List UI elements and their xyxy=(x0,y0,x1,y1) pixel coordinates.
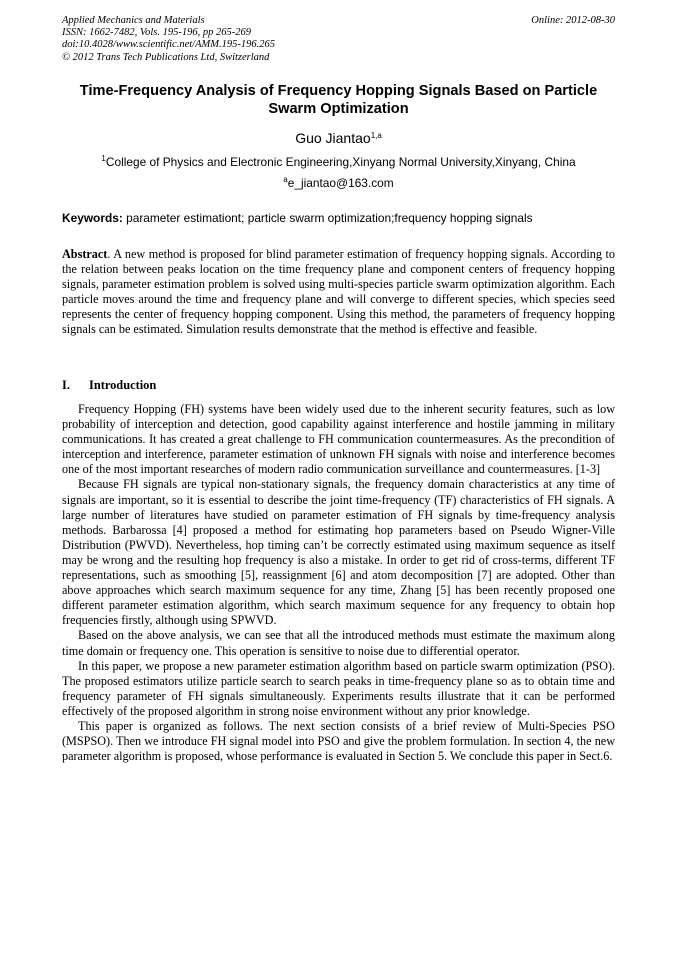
section-heading xyxy=(62,377,156,393)
doi-line: doi:10.4028/www.scientific.net/AMM.195-196.265 xyxy=(62,39,275,51)
introduction-body xyxy=(62,402,615,764)
paragraph: Based on the above analysis, we can see that all the introduced methods must estimate the maximum along time domain or frequency one. This operation is sensitive to noise due to differential operator. xyxy=(62,628,615,658)
paragraph: In this paper, we propose a new parameter estimation algorithm based on particle swarm optimization (PSO). The proposed estimators utilize particle search to search peaks in time-frequency plane so as to obtain time and frequency parameter of FH signals simultaneously. Experiments results illustrate that it can be performed effectively of the proposed algorithm in strong noise environment without any prior knowledge. xyxy=(62,658,615,718)
abstract-label: Abstract xyxy=(62,247,108,261)
keywords-line xyxy=(62,210,615,226)
journal-name: Applied Mechanics and Materials xyxy=(62,15,205,26)
section-title: Introduction xyxy=(89,378,157,392)
running-header-left xyxy=(62,15,275,64)
email-line xyxy=(62,175,615,191)
keywords-text: parameter estimationt; particle swarm optimization;frequency hopping signals xyxy=(122,211,533,225)
affiliation-line xyxy=(62,154,615,170)
paragraph: Because FH signals are typical non-stationary signals, the frequency domain characteristics at any time of signals are important, so it is essential to describe the joint time-frequency (TF) characteristics of FH signals. A large number of literatures have studied on parameter estimation of FH signals by time-frequency analysis methods. Barbarossa [4] proposed a method for estimating hop parameters based on Pseudo Wigner-Ville Distribution (PWVD). Nevertheless, hop timing can’t be correctly estimated using maximum sequence as itself may be wrong and the resulting hop frequency is also a mistake. In order to get rid of cross-terms, different TF representations, such as smoothing [5], reassignment [6] and atom decomposition [7] are adopted. Other than above approaches which search maximum sequence for any time, Zhang [5] has been recently proposed one different parameter estimation algorithm, which search maximum sequence for any frequency to obtain hop frequencies firstly, although using SPWVD. xyxy=(62,477,615,628)
email-text: e_jiantao@163.com xyxy=(287,176,394,190)
paragraph: Frequency Hopping (FH) systems have been widely used due to the inherent security features, such as low probability of interception and detection, good capability against interference and hostile jamming in military communications. It has created a great challenge to FH communication countermeasures. As the precondition of interception and interference, parameter estimation of unknown FH signals with noise and interference becomes one of the most important researches of modern radio communication surveillance and countermeasures. [1-3] xyxy=(62,402,615,477)
abstract-text: . A new method is proposed for blind parameter estimation of frequency hopping signals. According to the relation between peaks location on the time frequency plane and component centers of frequency hopping signals, parameter estimation problem is solved using multi-species particle swarm optimization algorithm. Each particle moves around the time and frequency plane and will converge to different species, which species seed represents the center of frequency hopping component. Using this method, the parameters of frequency hopping signals can be estimated. Simulation results demonstrate that the method is effective and feasible. xyxy=(62,247,615,337)
online-date: Online: 2012-08-30 xyxy=(531,15,615,26)
author-line xyxy=(62,129,615,147)
abstract xyxy=(62,247,615,338)
affiliation-superscript: 1 xyxy=(101,154,106,163)
issn-line: ISSN: 1662-7482, Vols. 195-196, pp 265-269 xyxy=(62,27,251,39)
paper-title: Time-Frequency Analysis of Frequency Hopping Signals Based on Particle Swarm Optimization xyxy=(79,83,598,117)
copyright-line: © 2012 Trans Tech Publications Ltd, Switzerland xyxy=(62,51,270,63)
section-number: I. xyxy=(62,378,70,392)
author-superscript: 1,a xyxy=(370,131,382,140)
email-superscript: a xyxy=(283,175,288,184)
paragraph: This paper is organized as follows. The next section consists of a brief review of Multi-Species PSO (MSPSO). Then we introduce FH signal model into PSO and give the problem formulation. In section 4, the new parameter algorithm is proposed, whose performance is evaluated in Section 5. We conclude this paper in Sect.6. xyxy=(62,718,615,764)
keywords-label: Keywords: xyxy=(62,211,123,225)
affiliation-text: College of Physics and Electronic Engineering,Xinyang Normal University,Xinyang, China xyxy=(105,155,576,169)
author-name: Guo Jiantao xyxy=(295,130,371,146)
